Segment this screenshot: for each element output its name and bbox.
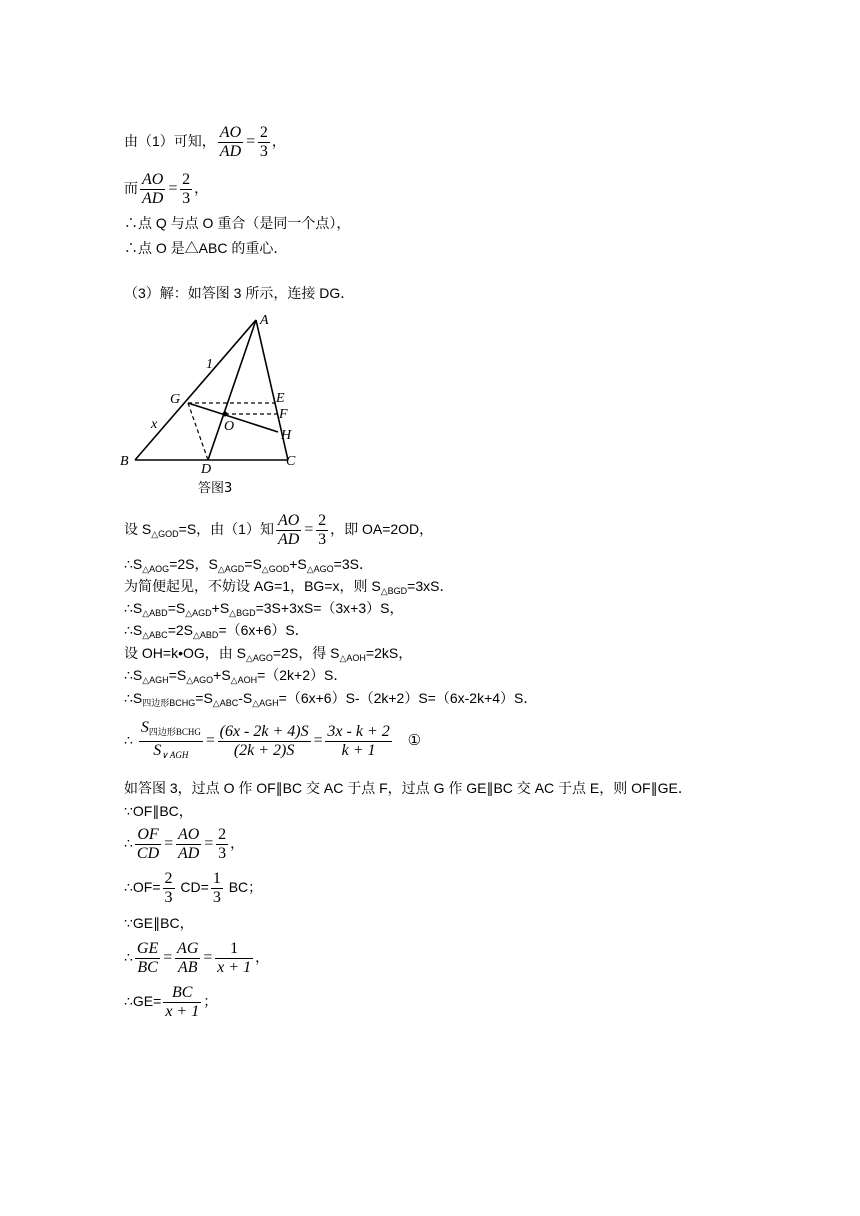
line-18: ∴OF= $\frac{2}{3}$ CD= $\frac{1}{3}$ BC； — [124, 870, 263, 906]
label-g: G — [170, 392, 181, 407]
line-1 — [124, 124, 286, 161]
equals: = — [167, 180, 179, 198]
text: 而 — [124, 180, 138, 197]
fraction: $\frac{2}{3}$ — [318, 512, 327, 548]
subscript: △GOD — [151, 529, 179, 540]
text: ， — [271, 133, 286, 150]
point-o — [223, 412, 228, 417]
fraction: $\frac{3x - k + 2}{k + 1}$ — [327, 723, 390, 759]
fraction: $\frac{AO}{AD}$ — [219, 124, 242, 160]
line-9: $\therefore S_{\triangle ABD}=S_{\triangle AGD}+S_{\triangle BGD}=3S+3xS=(3x+3)S$， — [124, 600, 404, 618]
line-16: ∵OF∥BC， — [124, 803, 193, 819]
label-a: A — [260, 313, 269, 328]
line-3: ∴点 Q 与点 O 重合（是同一个点）， — [124, 215, 351, 231]
line-14: ∴ $\frac{S_{四边形BCHG}}{S_{\vee AGH}}$ = $\frac{(6x - 2k + 4)S}{(2k + 2)S}$ = $\frac{3x - k + 2}{k + 1}$ ① — [124, 719, 421, 764]
label-b: B — [120, 454, 129, 469]
fraction: $\frac{AO}{AD}$ — [142, 171, 164, 207]
line-12: $\therefore S_{\triangle AGH}=S_{\triangle AGO}+S_{\triangle AOH}=(2k+2)S$． — [124, 667, 348, 685]
line-7: $\therefore S_{\triangle AOG}=2S$，$S_{\triangle AGD}=S_{\triangle GOD}+S_{\triangle AGO}=3S$． — [124, 556, 373, 574]
fraction: $\frac{(6x - 2k + 4)S}{(2k + 2)S}$ — [219, 723, 309, 759]
line-19: ∵GE∥BC， — [124, 915, 194, 931]
label-e: E — [276, 391, 285, 406]
text: ， — [194, 180, 209, 197]
line-17: ∴ $\frac{OF}{CD}$ = $\frac{AO}{AD}$ = $\frac{2}{3}$ ， — [124, 826, 245, 862]
line-15: 如答图 3，过点 O 作 OF∥BC 交 AC 于点 F，过点 G 作 GE∥BC 交 AC 于点 E，则 OF∥GE． — [124, 780, 692, 796]
line-20: ∴ $\frac{GE}{BC}$ = $\frac{AG}{AB}$ = $\frac{1}{x + 1}$ ， — [124, 940, 270, 976]
figure-caption: 答图3 — [198, 481, 233, 496]
text: 设 S — [124, 521, 152, 538]
line-8: 为简便起见，不妨设 AG=1，BG=x，则 $S_{\triangle BGD}=3xS$． — [124, 578, 454, 596]
label-d: D — [201, 462, 212, 477]
text: =S，由（1）知 — [178, 521, 274, 538]
therefore: ∴ — [124, 732, 133, 749]
line-13: $\therefore S_{四边形BCHG}=S_{\triangle ABC}-S_{\triangle AGH}=(6x+6)S-(2k+2)S=(6x-2k+4)S$． — [124, 690, 538, 708]
label-o: O — [224, 419, 235, 434]
text: ，即 OA=2OD， — [330, 521, 434, 538]
fraction: $\frac{2}{3}$ — [259, 124, 268, 160]
label-c: C — [286, 454, 296, 469]
fraction: $\frac{AO}{AD}$ — [277, 512, 300, 548]
label-h: H — [281, 428, 292, 443]
equation-number: ① — [407, 732, 422, 750]
segment-dg — [188, 403, 208, 460]
text: 由（1）可知， — [124, 133, 216, 150]
label-one: 1 — [206, 357, 213, 372]
segment-ad — [208, 320, 256, 460]
line-2 — [124, 171, 208, 208]
geometry-figure — [118, 310, 318, 503]
line-6 — [124, 512, 433, 549]
label-x: x — [151, 417, 158, 432]
equals: = — [303, 521, 315, 539]
line-11: 设 OH=k•OG，由 $S_{\triangle AGO}=2S$，得 $S_{\triangle AOH}=2kS$， — [124, 645, 413, 663]
line-10: $\therefore S_{\triangle ABC}=2S_{\triangle ABD}=(6x+6)S$． — [124, 622, 309, 640]
line-21: ∴GE= $\frac{BC}{x + 1}$ ； — [124, 984, 218, 1020]
line-4: ∴点 O 是△ABC 的重心． — [124, 240, 288, 256]
equals: = — [245, 133, 256, 151]
fraction: $\frac{S_{四边形BCHG}}{S_{\vee AGH}}$ — [140, 719, 201, 760]
line-5: （3）解：如答图 3 所示，连接 DG． — [124, 285, 355, 301]
fraction: $\frac{2}{3}$ — [182, 171, 191, 207]
segment-ab — [135, 320, 256, 460]
label-f: F — [279, 407, 288, 422]
